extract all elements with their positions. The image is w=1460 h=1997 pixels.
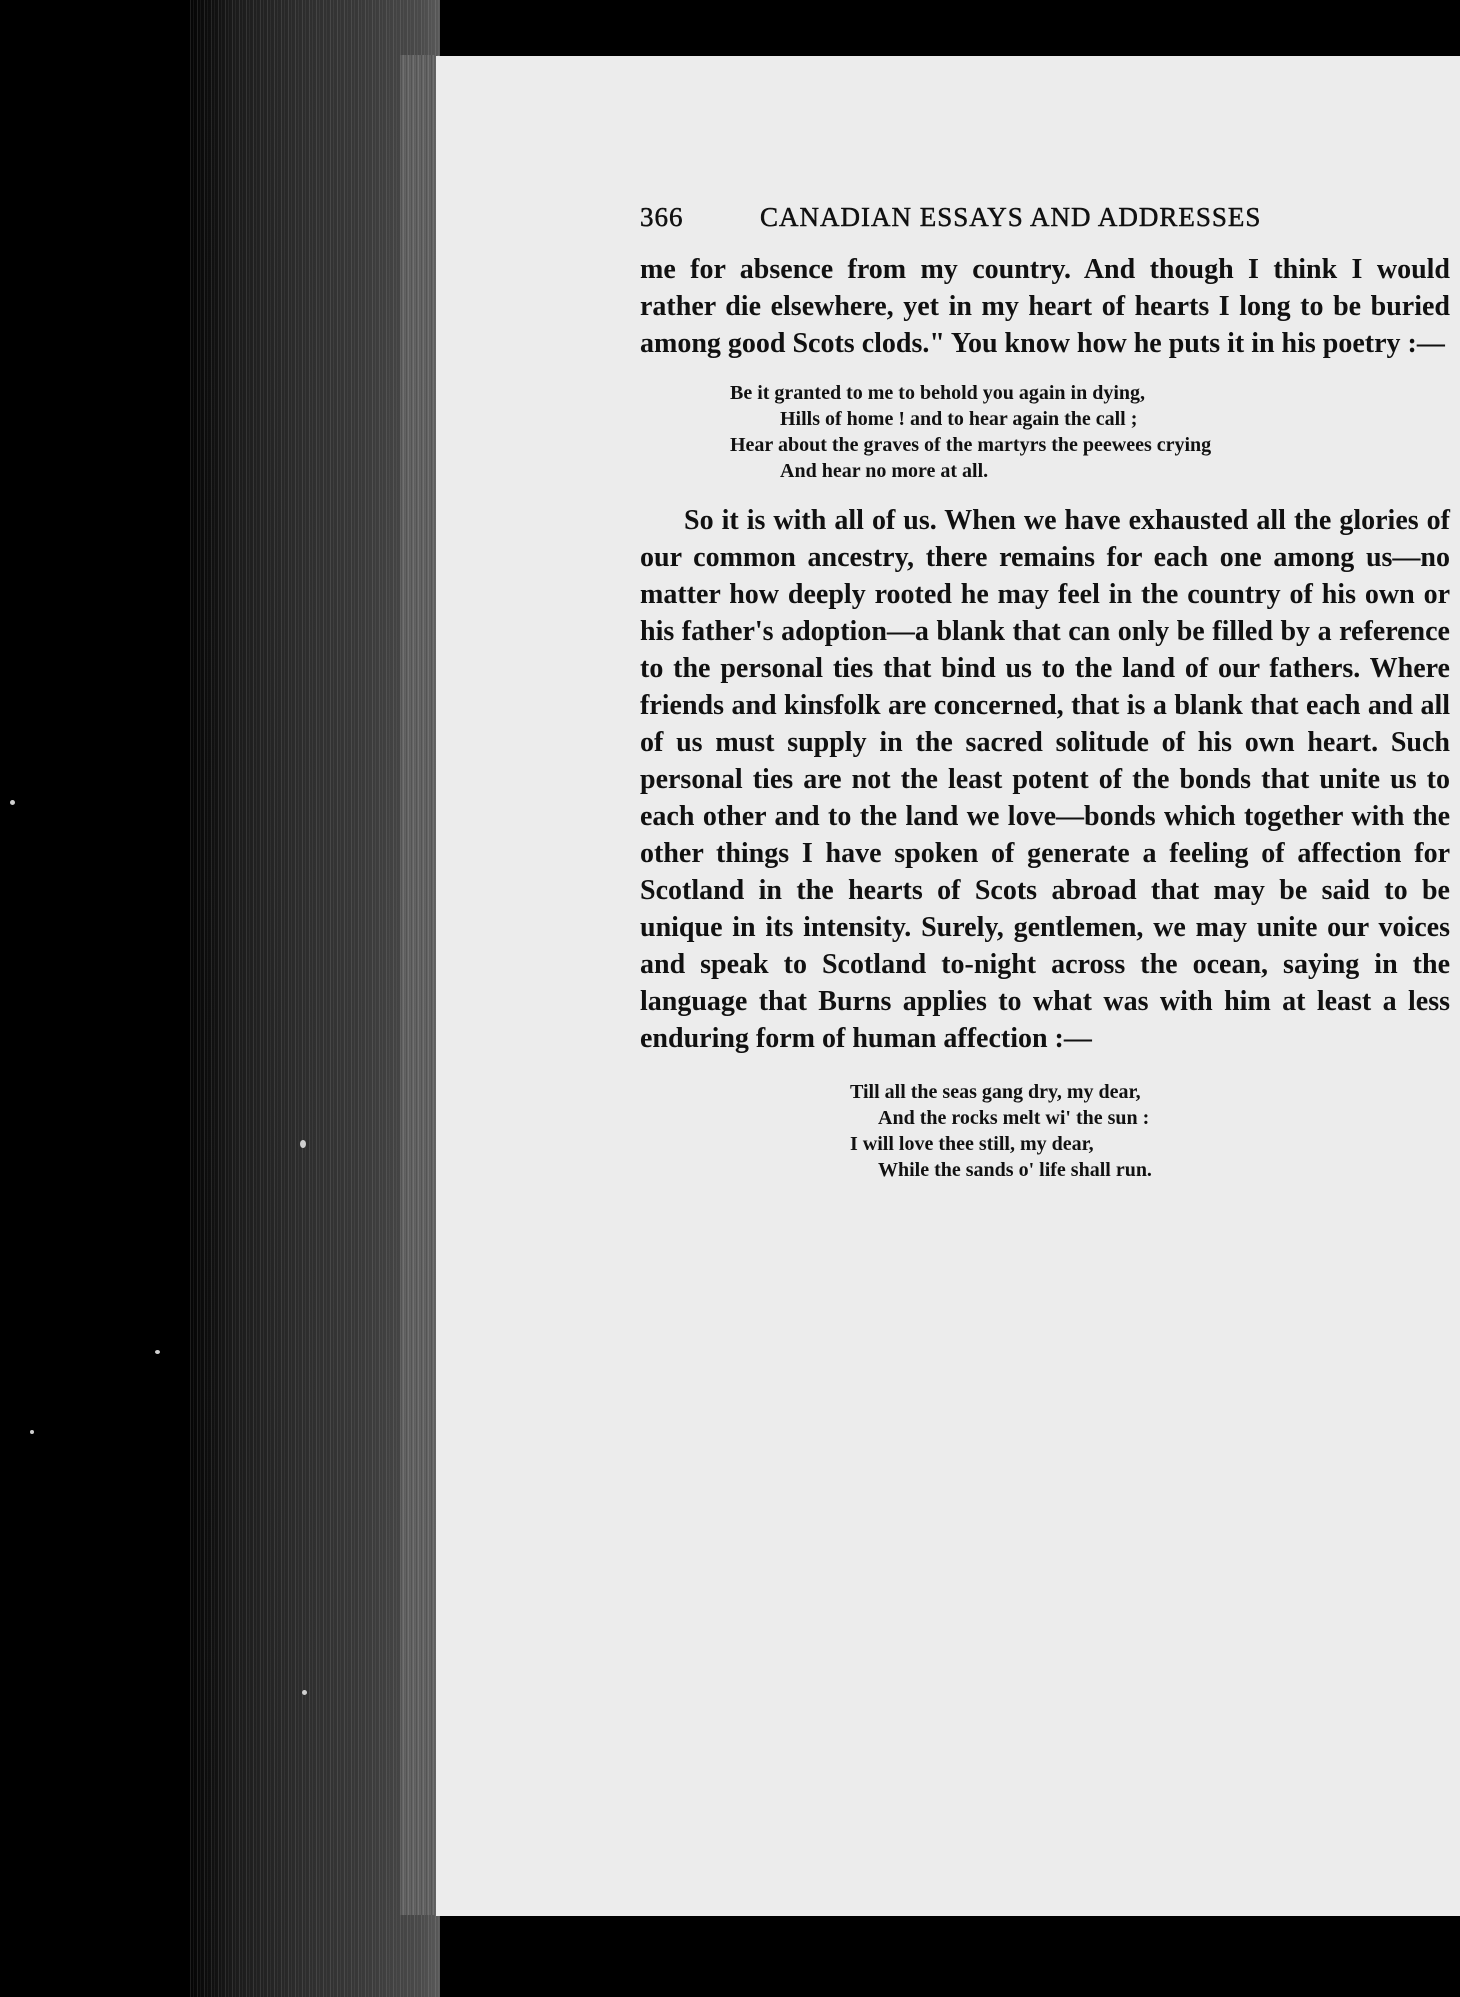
verse-line: And hear no more at all. [780,460,989,482]
verse-line: Be it granted to me to behold you again in dying, [730,382,1146,404]
page-stack-edge [400,55,440,1915]
verse-line: I will love thee still, my dear, [850,1133,1094,1155]
verse-line: Hills of home ! and to hear again the call ; [780,408,1138,430]
verse-line: And the rocks melt wi' the sun : [878,1107,1150,1129]
dust-speck [10,800,15,805]
page-number: 366 [640,202,684,232]
dust-speck [300,1140,306,1148]
dust-speck [302,1690,307,1695]
printed-page [436,56,1460,1916]
verse-stanza-1 [640,380,1450,484]
paragraph-1: me for absence from my country. And though I think I would rather die elsewhere, yet in my heart of hearts I long to be buried among good Scots clods." You know how he puts it in his poetry :— [640,254,1450,359]
paragraph-2: So it is with all of us. When we have exhausted all the glories of our common ancestry, there remains for each one among us—no matter how deeply rooted he may feel in the country of his own or his father's adoption—a blank that can only be filled by a reference to the personal ties that bind us to the land of our fathers. Where friends and kinsfolk are concerned, that is a blank that each and all of us must supply in the sacred solitude of his own heart. Such personal ties are not the least potent of the bonds that unite us to each other and to the land we love—bonds which together with the other things I have spoken of generate a feeling of affection for Scotland in the hearts of Scots abroad that may be said to be unique in its intensity. Surely, gentlemen, we may unite our voices and speak to Scotland to-night across the ocean, saying in the language that Burns applies to what was with him at least a less enduring form of human affection :— [640,505,1450,1054]
running-head [640,202,1450,233]
dust-speck [155,1350,160,1354]
page-text-block [640,202,1450,1201]
dust-speck [30,1430,34,1434]
verse-line: Till all the seas gang dry, my dear, [850,1081,1141,1103]
verse-stanza-2 [640,1079,1450,1183]
verse-line: Hear about the graves of the martyrs the peewees crying [730,434,1212,456]
verse-line: While the sands o' life shall run. [878,1159,1152,1181]
book-title: CANADIAN ESSAYS AND ADDRESSES [760,202,1262,232]
